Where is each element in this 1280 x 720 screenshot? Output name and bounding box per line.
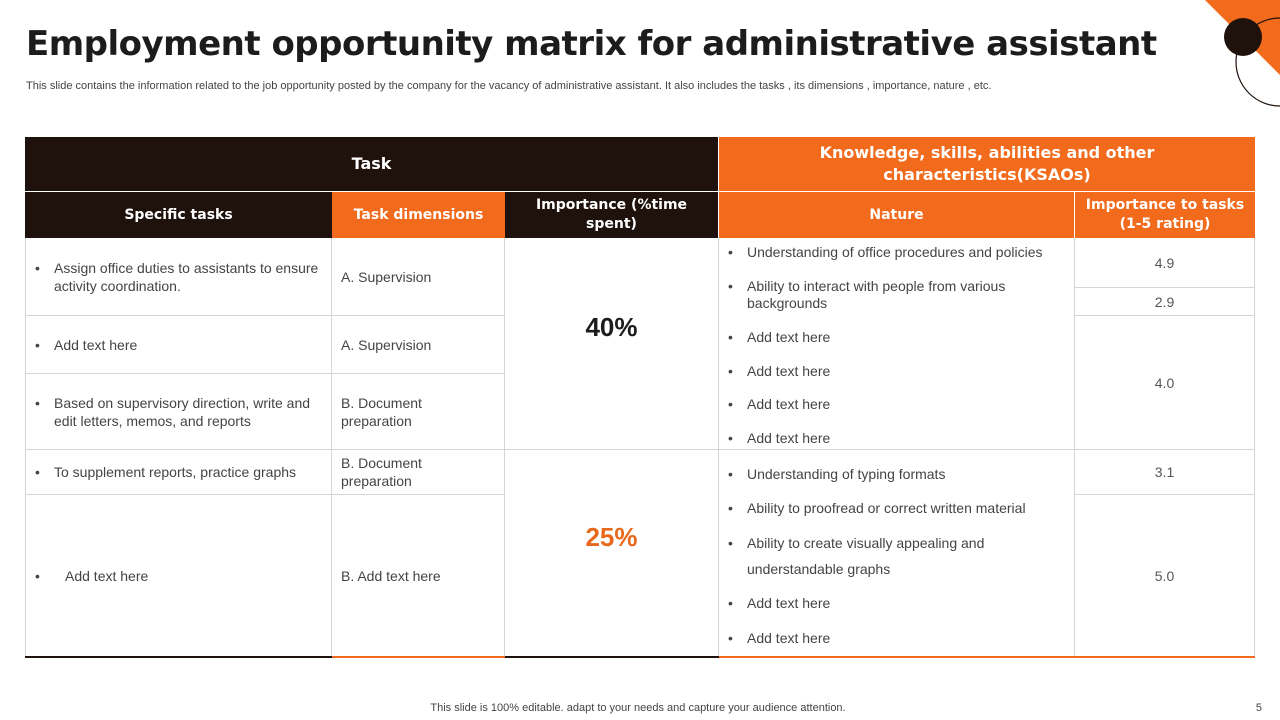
- table-row-3-task: • Based on supervisory direction, write and edit letters, memos, and reports: [25, 374, 332, 450]
- slide-title: Employment opportunity matrix for administrative assistant: [26, 24, 1157, 64]
- slide-subtitle: This slide contains the information related to the job opportunity posted by the company for the vacancy of administrative assistant. It also includes the tasks , its dimensions , importance, nature , etc.: [26, 80, 992, 92]
- nature-item: • Add text here: [728, 595, 831, 611]
- rating-group-2: [1075, 450, 1255, 657]
- nature-item: • Add text here: [728, 630, 831, 646]
- table-row-5-task: • Add text here: [25, 495, 332, 657]
- task-header: Task: [25, 137, 719, 191]
- col-task-dimensions: Task dimensions: [332, 191, 505, 238]
- col-rating: Importance to tasks (1-5 rating): [1075, 191, 1255, 238]
- nature-item: • Add text here: [728, 396, 831, 412]
- table-row-4-task: • To supplement reports, practice graphs: [25, 450, 332, 495]
- table-row-5-dimension: B. Add text here: [332, 495, 505, 657]
- nature-item: • Ability to interact with people from various backgrounds: [728, 278, 1006, 311]
- page-number: 5: [1255, 702, 1262, 714]
- table-row-2-dimension: A. Supervision: [332, 316, 505, 374]
- nature-item: • Ability to proofread or correct written material: [728, 500, 1026, 516]
- table-row-2-task: • Add text here: [25, 316, 332, 374]
- rating-value: 4.0: [1075, 316, 1255, 450]
- col-nature: Nature: [719, 191, 1075, 238]
- ksao-header: Knowledge, skills, abilities and other characteristics(KSAOs): [719, 137, 1255, 191]
- employment-matrix-table: [25, 137, 1255, 658]
- nature-group-2: [719, 450, 1075, 657]
- nature-item: • Ability to create visually appealing and understandable graphs: [728, 535, 985, 577]
- table-row-1-task: • Assign office duties to assistants to ensure activity coordination.: [25, 238, 332, 316]
- nature-item: • Add text here: [728, 363, 831, 379]
- corner-decoration: [1200, 0, 1280, 110]
- rating-value: 4.9: [1075, 238, 1255, 288]
- col-specific-tasks: Specific tasks: [25, 191, 332, 238]
- rating-value: 3.1: [1075, 450, 1255, 495]
- table-bottom-border: [25, 656, 1255, 658]
- nature-item: • Add text here: [728, 430, 831, 446]
- nature-item: • Understanding of office procedures and policies: [728, 244, 1043, 260]
- col-importance: Importance (%time spent): [505, 191, 719, 238]
- footer-note: This slide is 100% editable. adapt to your needs and capture your audience attention.: [430, 702, 846, 714]
- table-row-1-dimension: A. Supervision: [332, 238, 505, 316]
- importance-group-2: 25%: [505, 450, 719, 657]
- rating-value: 2.9: [1075, 288, 1255, 316]
- table-row-4-dimension: B. Document preparation: [332, 450, 505, 495]
- nature-item: • Add text here: [728, 329, 831, 345]
- nature-item: • Understanding of typing formats: [728, 466, 946, 482]
- rating-group-1: [1075, 238, 1255, 450]
- importance-group-1: 40%: [505, 238, 719, 450]
- nature-group-1: [719, 238, 1075, 450]
- rating-value: 5.0: [1075, 495, 1255, 657]
- table-row-3-dimension: B. Document preparation: [332, 374, 505, 450]
